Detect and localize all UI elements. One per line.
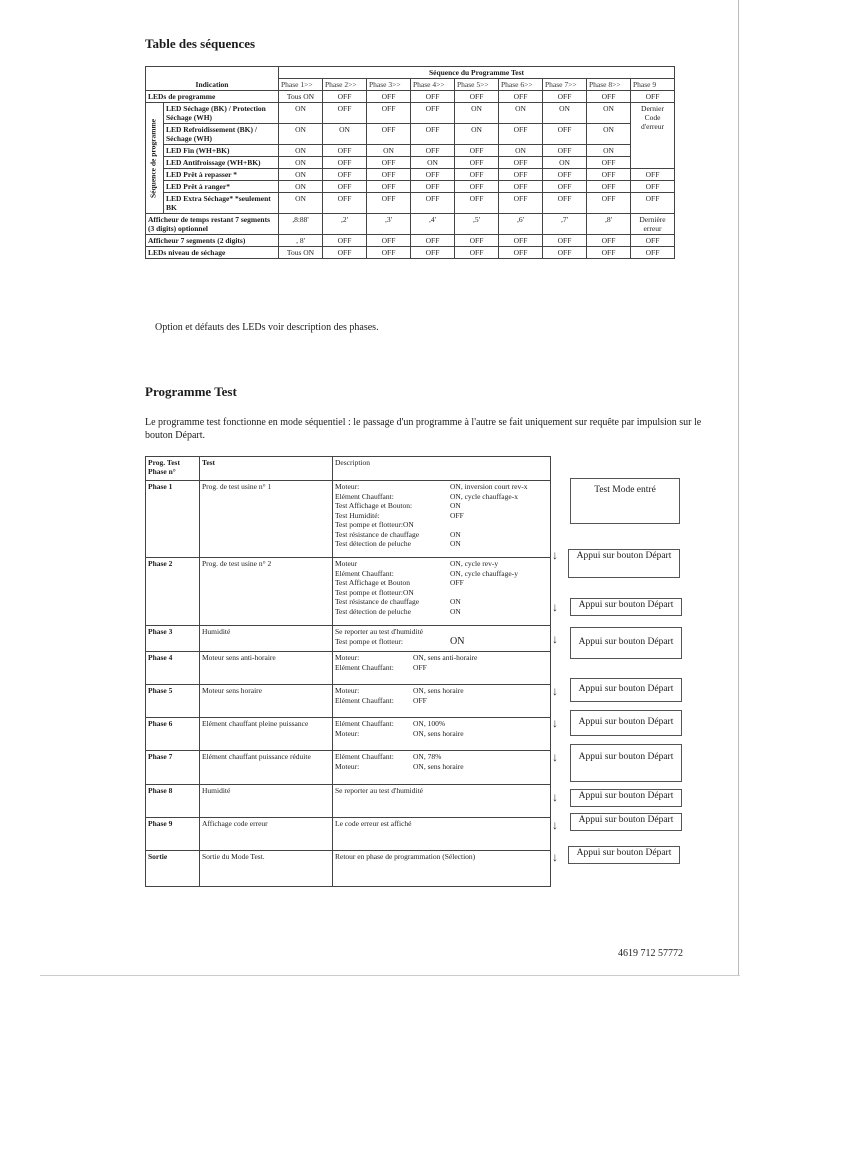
flow-box-start-press: Appui sur bouton Départ [570,710,682,736]
cell: OFF [499,193,543,214]
row-label: LED Séchage (BK) / Protection Séchage (WH) [164,103,279,124]
desc-key: Test détection de peluche [335,606,411,616]
desc-value: ON, sens horaire [413,761,464,771]
desc-key: Moteur: [335,761,360,771]
cell: ON [279,181,323,193]
cell: OFF [631,181,675,193]
cell: ,5' [455,214,499,235]
cell: OFF [631,91,675,103]
cell: ON [587,124,631,145]
cell: Dernière erreur [631,214,675,235]
desc-key: Test pompe et flotteur: [335,636,403,646]
desc-value: ON [450,606,461,616]
cell: OFF [587,169,631,181]
cell: OFF [411,235,455,247]
cell: OFF [455,235,499,247]
cell: OFF [323,91,367,103]
test-cell: Humidité [200,626,333,652]
cell: OFF [323,169,367,181]
phase-cell: Phase 9 [146,818,200,851]
cell: OFF [631,169,675,181]
desc-value: OFF [413,695,427,705]
desc-key: Moteur: [335,686,360,695]
down-arrow-icon: ↓ [552,684,558,698]
description-cell [333,685,551,718]
desc-value: OFF [450,510,464,520]
phase-header: Phase 9 [631,79,675,91]
desc-key: Moteur: [335,653,360,662]
cell: OFF [455,157,499,169]
phase-header: Phase 4>> [411,79,455,91]
cell: OFF [367,181,411,193]
desc-value: ON [450,529,461,539]
cell: OFF [367,247,411,259]
sequence-table [145,66,675,259]
table-row [146,181,675,193]
description-cell [333,751,551,785]
desc-value: ON, cycle chauffage-x [450,491,518,501]
phase-header: Phase 8>> [587,79,631,91]
test-cell: Moteur sens anti-horaire [200,652,333,685]
test-cell: Prog. de test usine n° 2 [200,558,333,626]
description-cell: Se reporter au test d'humidité [333,785,551,818]
indication-header: Indication [146,67,279,91]
table-row [146,169,675,181]
test-cell: Affichage code erreur [200,818,333,851]
cell: OFF [543,145,587,157]
cell: OFF [411,181,455,193]
cell: OFF [587,157,631,169]
row-label: LED Extra Séchage* *seulement BK [164,193,279,214]
intro-paragraph: Le programme test fonctionne en mode séquentiel : le passage d'un programme à l'autre se fait uniquement sur requête par impulsion sur le bouton Départ. [145,417,702,441]
table-row [146,751,551,785]
cell: OFF [631,235,675,247]
desc-key: Test pompe et flotteur:ON [335,587,414,597]
cell: OFF [499,157,543,169]
phase-cell: Phase 5 [146,685,200,718]
phase-cell: Phase 6 [146,718,200,751]
down-arrow-icon: ↓ [552,750,558,764]
row-label: LED Refroidissement (BK) / Séchage (WH) [164,124,279,145]
header-test: Test [200,457,333,481]
desc-key: Test Affichage et Bouton [335,578,410,587]
cell: ,6' [499,214,543,235]
cell: OFF [323,145,367,157]
test-cell: Sortie du Mode Test. [200,851,333,887]
cell: OFF [499,181,543,193]
cell: OFF [411,169,455,181]
cell: OFF [367,169,411,181]
cell: OFF [455,169,499,181]
cell: ,7' [543,214,587,235]
cell: Tous ON [279,91,323,103]
cell: OFF [411,193,455,214]
cell: OFF [543,124,587,145]
table-row [146,481,551,558]
phase-header: Phase 1>> [279,79,323,91]
cell: OFF [587,235,631,247]
test-cell: Elément chauffant puissance réduite [200,751,333,785]
cell: OFF [367,193,411,214]
test-program-table [145,456,551,887]
table-row [146,685,551,718]
desc-value: ON [450,539,461,548]
phase-header: Phase 5>> [455,79,499,91]
cell: OFF [323,103,367,124]
cell: OFF [323,193,367,214]
down-arrow-icon: ↓ [552,600,558,614]
phase-header: Phase 6>> [499,79,543,91]
cell: ,2' [323,214,367,235]
table-row [146,193,675,214]
cell: ON [323,124,367,145]
cell: ON [279,145,323,157]
cell: ON [543,103,587,124]
section-title-sequences: Table des séquences [145,36,256,51]
test-cell: Humidité [200,785,333,818]
cell: OFF [411,124,455,145]
table-row [146,124,675,145]
table-row [146,145,675,157]
cell: OFF [631,193,675,214]
desc-key: Test Humidité: [335,510,380,520]
flow-box-start-press: Appui sur bouton Départ [570,678,682,702]
cell: OFF [367,124,411,145]
cell: ,3' [367,214,411,235]
cell: OFF [499,235,543,247]
table-row [146,247,675,259]
table-row [146,157,675,169]
flow-box-start-press: Appui sur bouton Départ [570,627,682,659]
page-edge-line [738,0,739,975]
flow-box-start-press: Appui sur bouton Départ [570,813,682,831]
phase-cell: Sortie [146,851,200,887]
cell: OFF [367,157,411,169]
cell: OFF [543,247,587,259]
cell: OFF [543,193,587,214]
header-phase: Prog. Test Phase n° [146,457,200,481]
bottom-rule [40,975,740,976]
down-arrow-icon: ↓ [552,850,558,864]
phase-header: Phase 3>> [367,79,411,91]
phase-cell: Phase 8 [146,785,200,818]
table-row [146,851,551,887]
cell: ON [587,103,631,124]
cell: OFF [499,91,543,103]
row-label: LED Prêt à repasser * [164,169,279,181]
cell: OFF [411,91,455,103]
desc-value: ON [450,501,461,510]
flow-box-start-press: Appui sur bouton Départ [568,846,680,864]
sequence-header: Séquence du Programme Test [279,67,675,79]
row-label: LED Fin (WH+BK) [164,145,279,157]
desc-key: Elément Chauffant: [335,695,394,705]
cell: OFF [411,145,455,157]
desc-text: Se reporter au test d'humidité [335,627,423,636]
cell: OFF [323,235,367,247]
cell: OFF [455,193,499,214]
desc-key: Test Affichage et Bouton: [335,501,413,510]
desc-value [450,588,548,598]
cell: OFF [587,193,631,214]
cell: Tous ON [279,247,323,259]
flow-box-start-press: Appui sur bouton Départ [570,789,682,807]
description-cell: Le code erreur est affiché [333,818,551,851]
section-title-test-program: Programme Test [145,384,237,399]
desc-value: ON, sens horaire [413,728,464,738]
down-arrow-icon: ↓ [552,790,558,804]
cell: ,4' [411,214,455,235]
phase-cell: Phase 2 [146,558,200,626]
cell: ON [279,169,323,181]
desc-value: ON, cycle chauffage-y [450,568,518,578]
cell: ON [499,103,543,124]
group-label: Séquence de programme [146,103,164,214]
desc-key: Test résistance de chauffage [335,597,420,606]
desc-value: ON, sens anti-horaire [413,653,478,662]
cell: OFF [411,247,455,259]
cell: OFF [587,91,631,103]
table-row [146,785,551,818]
cell: OFF [631,247,675,259]
cell: ,8' [587,214,631,235]
cell: ON [455,103,499,124]
desc-key: Moteur: [335,482,360,491]
cell: OFF [543,91,587,103]
cell: OFF [323,247,367,259]
down-arrow-icon: ↓ [552,716,558,730]
flow-box-test-mode-entry: Test Mode entré [570,478,680,524]
desc-value: ON, 78% [413,752,442,761]
desc-key: Test détection de peluche [335,539,411,548]
phase-cell: Phase 1 [146,481,200,558]
cell: ON [411,157,455,169]
down-arrow-icon: ↓ [552,632,558,646]
table-row [146,626,551,652]
desc-key: Elément Chauffant: [335,568,394,578]
table-row [146,558,551,626]
desc-key: Elément Chauffant: [335,491,394,501]
desc-key: Moteur: [335,728,360,738]
desc-value: ON, inversion court rev-x [450,482,528,491]
test-cell: Moteur sens horaire [200,685,333,718]
cell: ON [279,124,323,145]
desc-key: Elément Chauffant: [335,719,394,728]
phase-cell: Phase 7 [146,751,200,785]
desc-value: ON [450,635,465,647]
cell: OFF [367,91,411,103]
description-cell [333,718,551,751]
header-description: Description [333,457,551,481]
down-arrow-icon: ↓ [552,818,558,832]
flow-box-start-press: Appui sur bouton Départ [568,549,680,578]
desc-value: ON [450,597,461,606]
desc-key: Test pompe et flotteur:ON [335,520,414,529]
cell: OFF [543,235,587,247]
cell: OFF [543,169,587,181]
table-row [146,91,675,103]
test-cell: Prog. de test usine n° 1 [200,481,333,558]
cell: OFF [323,157,367,169]
cell: ON [499,145,543,157]
description-cell [333,652,551,685]
cell: OFF [455,91,499,103]
led-options-note: Option et défauts des LEDs voir description des phases. [155,322,379,333]
cell: OFF [543,181,587,193]
cell: OFF [587,247,631,259]
table-row [146,214,675,235]
phase-cell: Phase 4 [146,652,200,685]
row-label: Afficheur 7 segments (2 digits) [146,235,279,247]
last-error-code-cell: Dernier Code d'erreur [631,103,675,169]
desc-value: ON, cycle rev-y [450,559,499,568]
cell: OFF [367,235,411,247]
cell: ON [543,157,587,169]
cell: OFF [323,181,367,193]
desc-key: Moteur [335,559,358,568]
flow-box-start-press: Appui sur bouton Départ [570,744,682,782]
cell: ON [587,145,631,157]
cell: OFF [499,169,543,181]
description-cell: Retour en phase de programmation (Sélection) [333,851,551,887]
desc-value: OFF [450,578,464,587]
table-row [146,818,551,851]
test-cell: Elément chauffant pleine puissance [200,718,333,751]
row-label: LED Antifroissage (WH+BK) [164,157,279,169]
table-row [146,718,551,751]
cell: ,8:88' [279,214,323,235]
cell: OFF [455,145,499,157]
cell: , 8' [279,235,323,247]
row-label: LED Prêt à ranger* [164,181,279,193]
cell: ON [279,103,323,124]
cell: OFF [455,247,499,259]
desc-value: OFF [413,662,427,672]
cell: OFF [499,247,543,259]
desc-key: Elément Chauffant: [335,752,394,761]
phase-header: Phase 2>> [323,79,367,91]
table-header-row [146,457,551,481]
desc-key: Elément Chauffant: [335,662,394,672]
description-cell [333,626,551,652]
phase-header: Phase 7>> [543,79,587,91]
phase-cell: Phase 3 [146,626,200,652]
cell: OFF [367,103,411,124]
desc-key: Test résistance de chauffage [335,529,420,539]
row-label: Afficheur de temps restant 7 segments (3 digits) optionnel [146,214,279,235]
row-label: LEDs niveau de séchage [146,247,279,259]
desc-value: ON, sens horaire [413,686,464,695]
cell: OFF [455,181,499,193]
row-label: LEDs de programme [146,91,279,103]
table-row [146,235,675,247]
table-row [146,103,675,124]
description-cell [333,558,551,626]
flow-box-start-press: Appui sur bouton Départ [570,598,682,616]
document-number: 4619 712 57772 [618,948,683,959]
cell: ON [455,124,499,145]
cell: OFF [411,103,455,124]
down-arrow-icon: ↓ [552,548,558,562]
cell: ON [367,145,411,157]
table-row [146,652,551,685]
cell: OFF [587,181,631,193]
cell: ON [279,157,323,169]
cell: OFF [499,124,543,145]
description-cell [333,481,551,558]
cell: ON [279,193,323,214]
desc-value: ON, 100% [413,719,446,728]
desc-value [450,520,548,530]
